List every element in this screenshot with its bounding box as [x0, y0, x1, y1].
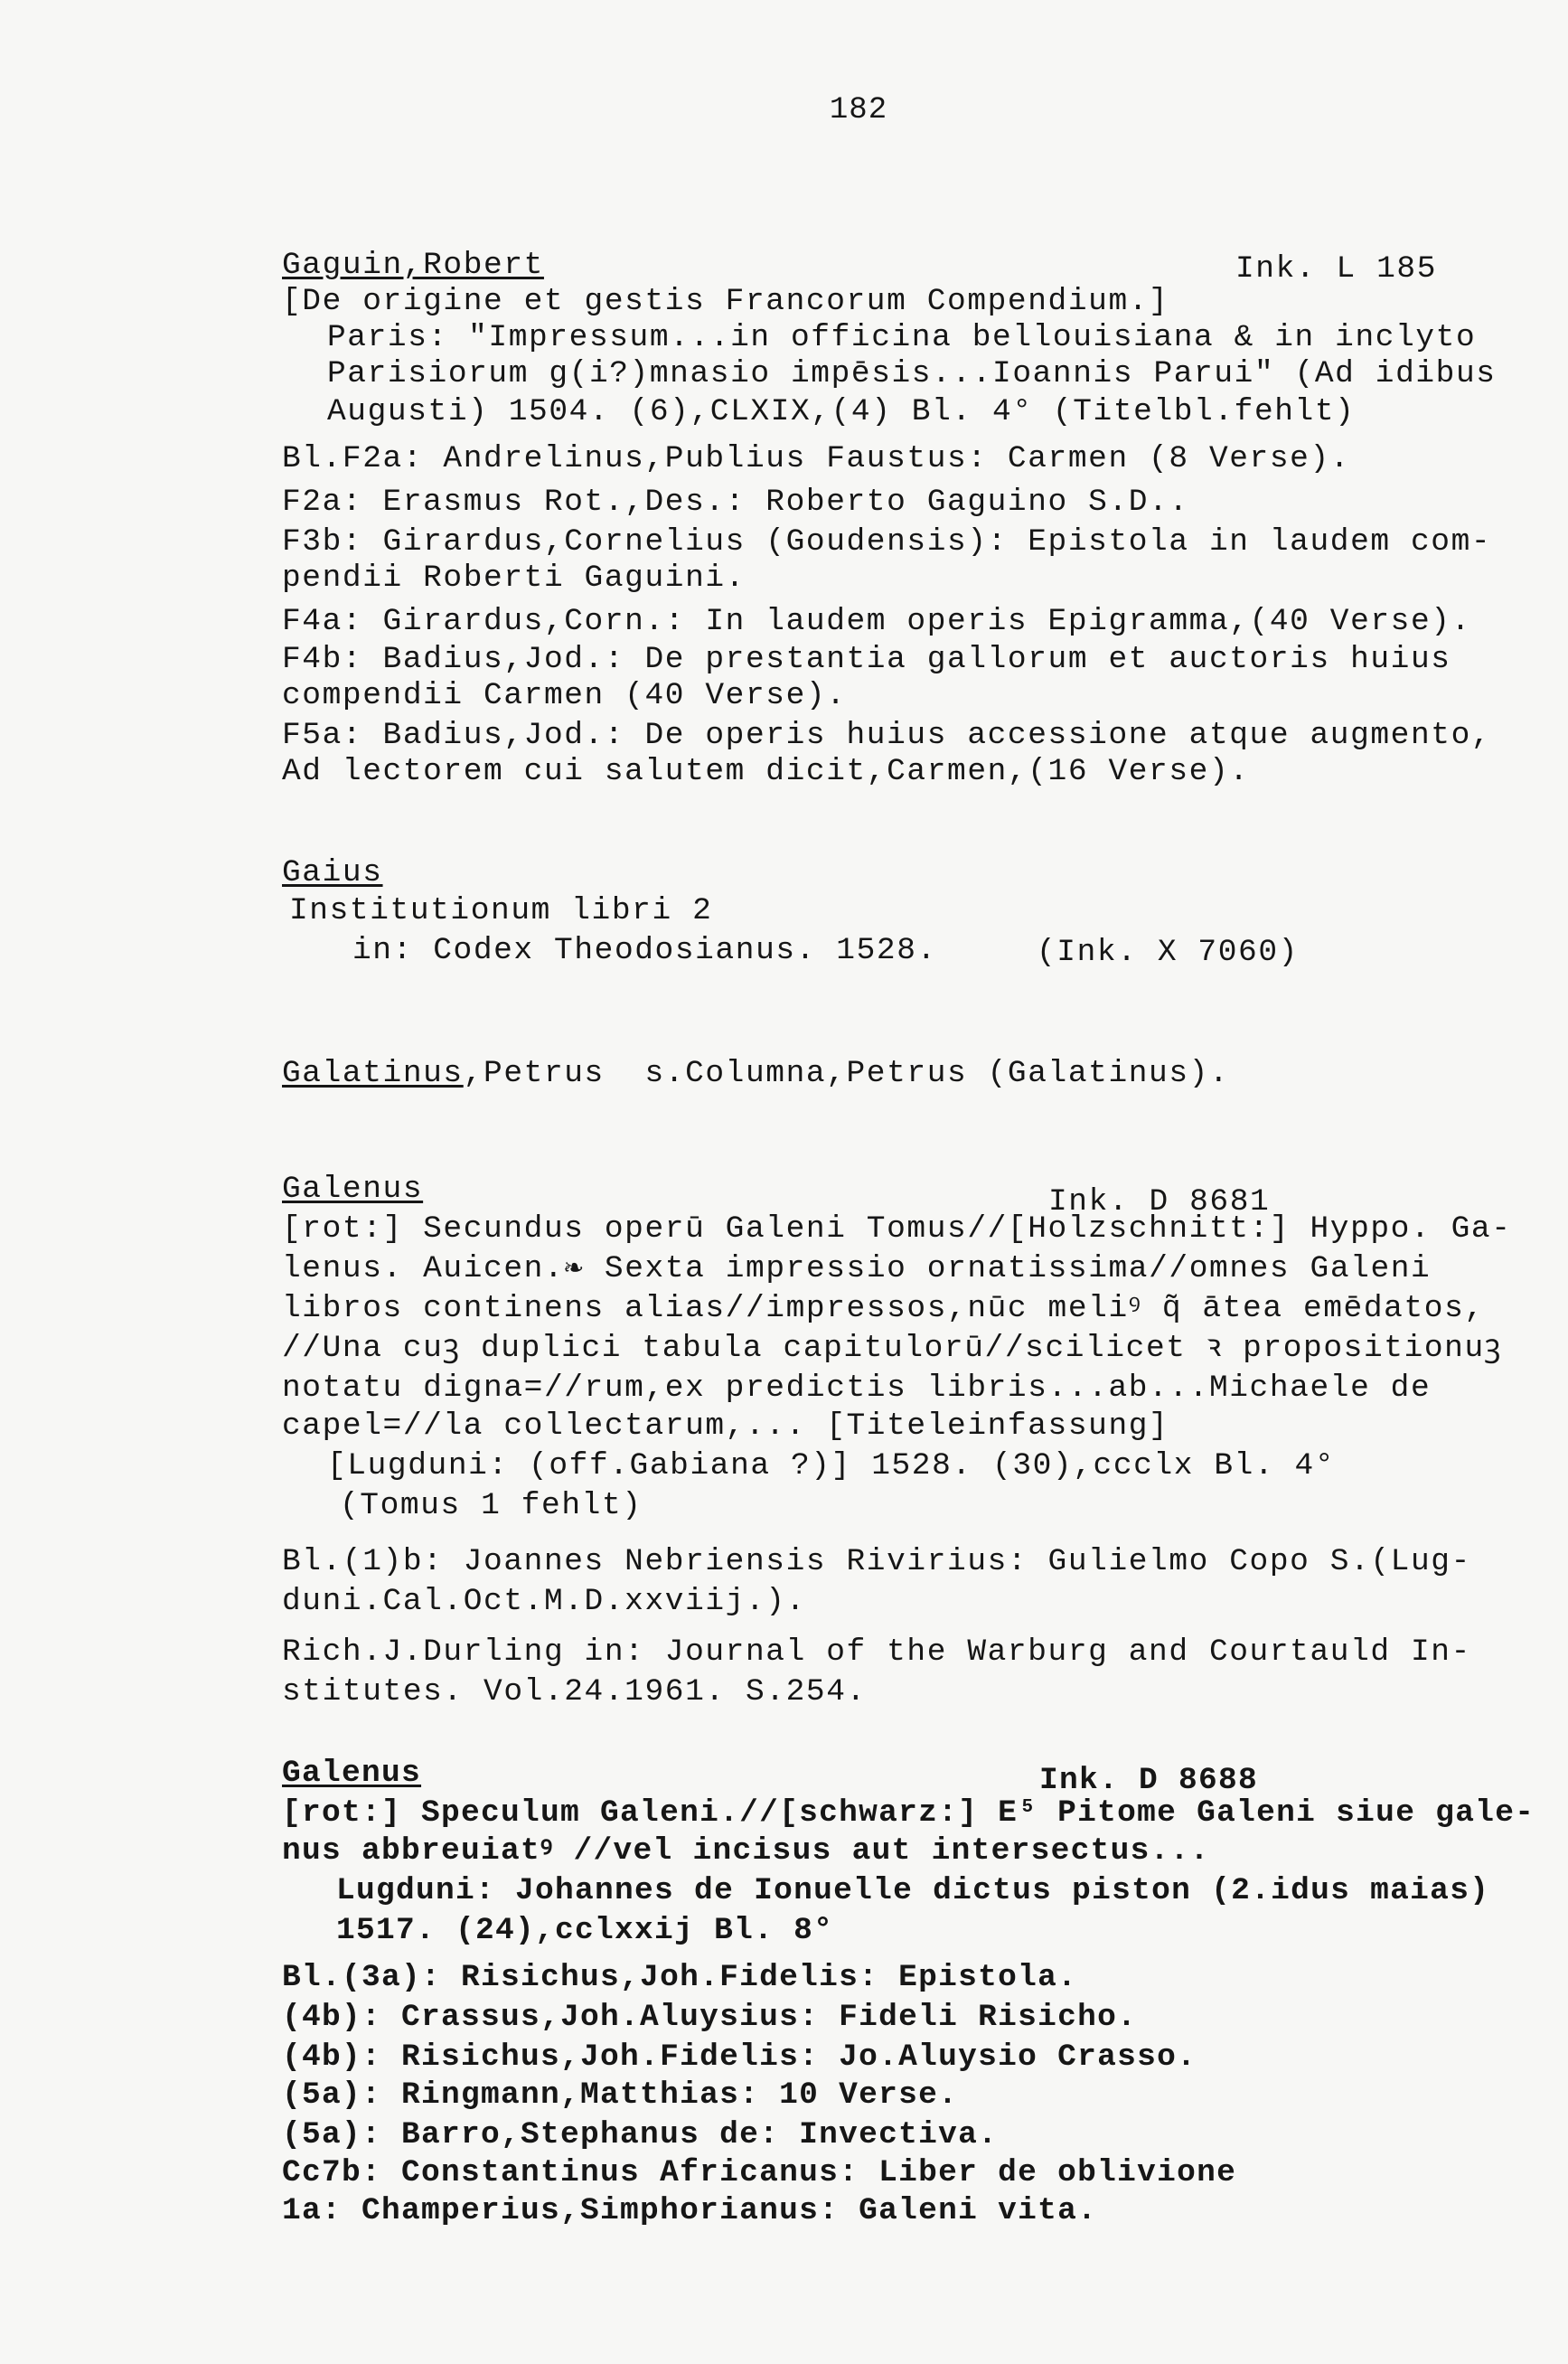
entry-line: F2a: Erasmus Rot.,Des.: Roberto Gaguino S.D.. [282, 485, 1189, 520]
entry-galatinus [282, 1054, 1484, 1099]
entry-line: compendii Carmen (40 Verse). [282, 678, 847, 713]
entry-line: (4b): Risichus,Joh.Fidelis: Jo.Aluysio Crasso. [282, 2039, 1197, 2075]
entry-line: (Tomus 1 fehlt) [340, 1488, 643, 1523]
entry-line [282, 1054, 1229, 1094]
entry-line: Paris: "Impressum...in officina bellouisiana & in inclyto [327, 320, 1477, 355]
entry-line: pendii Roberti Gaguini. [282, 560, 746, 596]
entry-heading: Galenus [282, 1172, 424, 1207]
entry-line: F3b: Girardus,Cornelius (Goudensis): Epistola in laudem com- [282, 524, 1492, 560]
entry-line: lenus. Auicen.❧ Sexta impressio ornatissima//omnes Galeni [282, 1251, 1432, 1286]
entry-line: libros continens alias//impressos,nūc meliꝰ q̃ ātea emēdatos, [282, 1291, 1485, 1326]
entry-heading: Galenus [282, 1756, 422, 1791]
entry-line: F4a: Girardus,Corn.: In laudem operis Epigramma,(40 Verse). [282, 604, 1471, 639]
entry-line: Bl.F2a: Andrelinus,Publius Faustus: Carmen (8 Verse). [282, 441, 1351, 476]
entry-heading: Gaius [282, 855, 383, 890]
entry-line: Parisiorum g(i?)mnasio impēsis...Ioannis Parui" (Ad idibus [327, 356, 1497, 391]
entry-line: Institutionum libri 2 [289, 893, 713, 928]
entry-line: Augusti) 1504. (6),CLXIX,(4) Bl. 4° (Titelbl.fehlt) [327, 394, 1356, 429]
entry-line: [De origine et gestis Francorum Compendium.] [282, 284, 1169, 319]
entry-line: Bl.(1)b: Joannes Nebriensis Rivirius: Gulielmo Copo S.(Lug- [282, 1544, 1471, 1579]
entry-heading: Gaguin,Robert [282, 248, 544, 283]
entry-gaguin [282, 246, 1497, 789]
shelf-reference: Ink. L 185 [1235, 251, 1438, 287]
entry-line: (4b): Crassus,Joh.Aluysius: Fideli Risicho. [282, 2000, 1138, 2035]
entry-galenus-8688 [282, 1754, 1535, 2278]
shelf-reference: Ink. D 8688 [1039, 1763, 1259, 1798]
entry-line: //Una cuꝫ duplici tabula capitulorū//scilicet ꝛ propositionuꝫ [282, 1331, 1503, 1366]
entry-line: F5a: Badius,Jod.: De operis huius accessione atque augmento, [282, 718, 1492, 753]
entry-line: 1a: Champerius,Simphorianus: Galeni vita. [282, 2193, 1098, 2228]
entry-gaius [282, 853, 1484, 989]
entry-line: [rot:] Secundus operū Galeni Tomus//[Holzschnitt:] Hyppo. Ga- [282, 1211, 1512, 1247]
entry-line: nus abbreuiatꝰ //vel incisus aut intersectus... [282, 1833, 1210, 1869]
shelf-reference: (Ink. X 7060) [1037, 935, 1299, 970]
entry-line: F4b: Badius,Jod.: De prestantia gallorum et auctoris huius [282, 642, 1451, 677]
entry-line: 1517. (24),cclxxij Bl. 8° [336, 1913, 834, 1948]
entry-line: duni.Cal.Oct.M.D.xxviij.). [282, 1584, 806, 1619]
entry-line: capel=//la collectarum,... [Titeleinfassung] [282, 1408, 1169, 1444]
entry-line: in: Codex Theodosianus. 1528. [352, 933, 937, 968]
entry-line: (5a): Barro,Stephanus de: Invectiva. [282, 2117, 999, 2152]
entry-line: Bl.(3a): Risichus,Joh.Fidelis: Epistola. [282, 1960, 1078, 1995]
entry-line: notatu digna=//rum,ex predictis libris...ab...Michaele de [282, 1370, 1432, 1406]
entry-line: [Lugduni: (off.Gabiana ?)] 1528. (30),ccclx Bl. 4° [327, 1448, 1336, 1483]
page-number: 182 [829, 93, 888, 127]
entry-galenus-8681 [282, 1170, 1512, 1709]
entry-line: Cc7b: Constantinus Africanus: Liber de oblivione [282, 2155, 1237, 2190]
entry-line: stitutes. Vol.24.1961. S.254. [282, 1674, 867, 1709]
entry-line: [rot:] Speculum Galeni.//[schwarz:] E⁵ Pitome Galeni siue gale- [282, 1795, 1535, 1831]
entry-line: Rich.J.Durling in: Journal of the Warburg and Courtauld In- [282, 1634, 1471, 1670]
entry-line: Lugduni: Johannes de Ionuelle dictus piston (2.idus maias) [336, 1873, 1490, 1908]
entry-line: Ad lectorem cui salutem dicit,Carmen,(16 Verse). [282, 754, 1250, 789]
entry-line: (5a): Ringmann,Matthias: 10 Verse. [282, 2077, 959, 2113]
entry-heading: Galatinus [282, 1056, 464, 1091]
cross-reference: ,Petrus s.Columna,Petrus (Galatinus). [463, 1056, 1230, 1091]
shelf-reference: Ink. D 8681 [1048, 1184, 1271, 1220]
